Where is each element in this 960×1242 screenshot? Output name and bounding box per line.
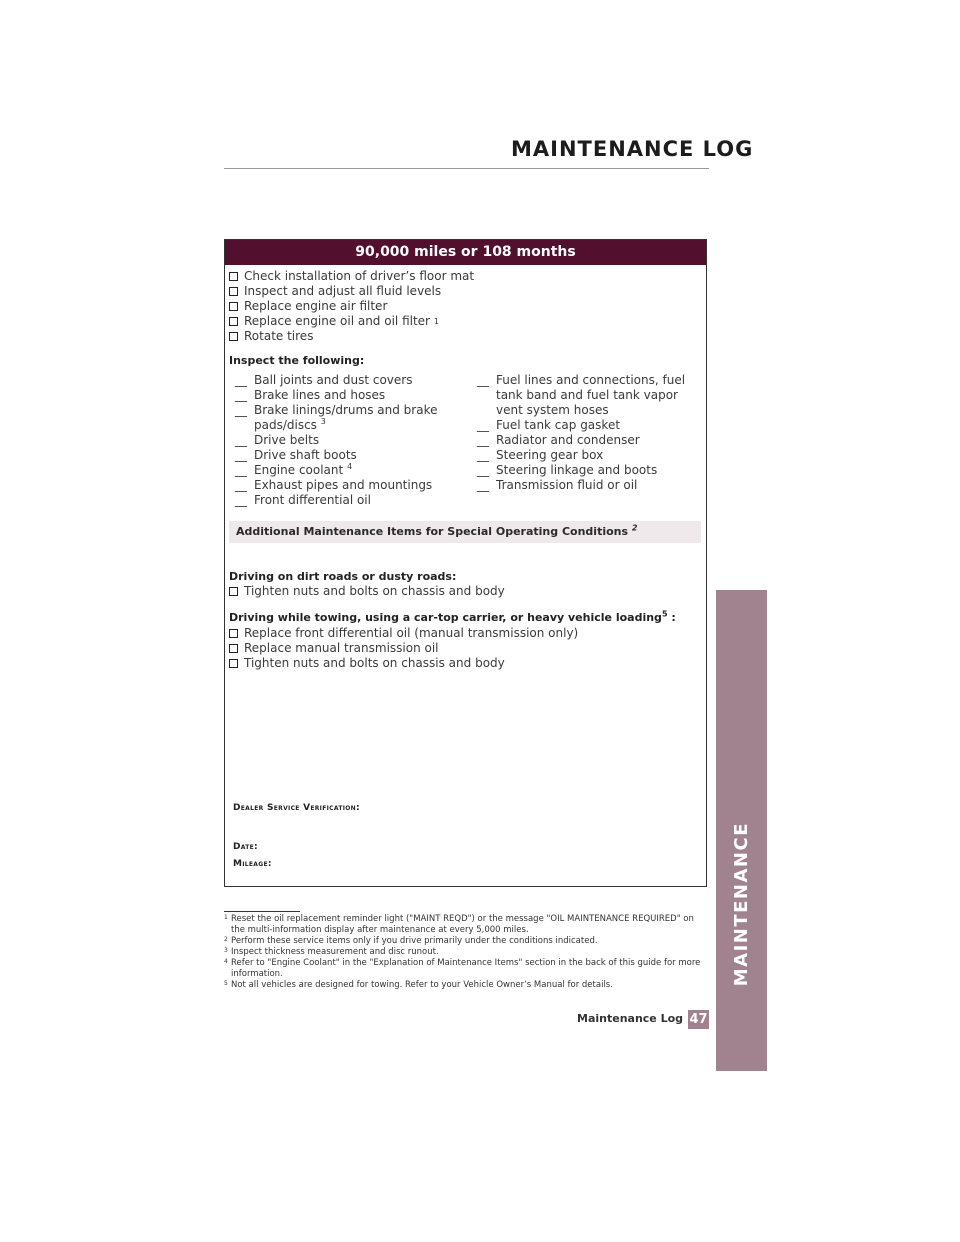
inspect-item: __ Transmission fluid or oil [477, 478, 638, 492]
dirt-roads-heading: Driving on dirt roads or dusty roads: [229, 570, 457, 583]
checkbox-icon[interactable] [229, 287, 238, 296]
inspect-item: __ Drive shaft boots [235, 448, 357, 462]
footnote: 4 Refer to "Engine Coolant" in the "Explanation of Maintenance Items" section in the back of this guide for more information. [224, 958, 701, 979]
footnote-ref: 2 [631, 523, 638, 533]
check-item[interactable]: Replace engine oil and oil filter 1 [229, 314, 474, 329]
towing-heading: Driving while towing, using a car-top carrier, or heavy vehicle loading$^5$ : [229, 609, 676, 624]
checkbox-icon[interactable] [229, 332, 238, 341]
footer-section-label: Maintenance Log [577, 1012, 684, 1025]
special-conditions-heading: Additional Maintenance Items for Special Operating Conditions $^2$ [229, 521, 701, 543]
maintenance-box [224, 239, 707, 887]
check-item-label: Rotate tires [244, 329, 314, 343]
check-item-label: Replace front differential oil (manual transmission only) [244, 626, 579, 640]
check-item[interactable] [229, 656, 578, 671]
check-item-label: Tighten nuts and bolts on chassis and body [244, 656, 505, 670]
check-item[interactable] [229, 329, 474, 344]
checkbox-icon[interactable] [229, 317, 238, 326]
interval-header: 90,000 miles or 108 months [225, 240, 706, 265]
inspect-item: __ Brake linings/drums and brake pads/discs $^3$ [235, 403, 438, 432]
inspect-item: __ Fuel lines and connections, fuel tank band and fuel tank vapor vent system hoses [477, 373, 686, 417]
footnote: 5 Not all vehicles are designed for towing. Refer to your Vehicle Owner’s Manual for details. [224, 980, 613, 990]
check-item[interactable] [229, 299, 474, 314]
inspect-item: __ Steering linkage and boots [477, 463, 658, 477]
check-item[interactable] [229, 641, 578, 656]
inspect-item: __ Ball joints and dust covers [235, 373, 413, 387]
dealer-verification-label: Dealer Service Verification: [233, 803, 360, 813]
footnote-ref: 4 [347, 462, 353, 471]
mileage-label: Mileage: [233, 859, 272, 869]
inspect-item: __ Brake lines and hoses [235, 388, 386, 402]
inspect-item: __ Fuel tank cap gasket [477, 418, 621, 432]
check-item[interactable] [229, 269, 474, 284]
footnote-ref: 5 [661, 609, 668, 619]
inspect-item: __ Radiator and condenser [477, 433, 640, 447]
inspect-list-left [235, 373, 460, 508]
footnote: 2 Perform these service items only if you drive primarily under the conditions indicated. [224, 936, 598, 946]
inspect-item: __ Drive belts [235, 433, 320, 447]
check-item[interactable] [229, 284, 474, 299]
checkbox-icon[interactable] [229, 659, 238, 668]
side-tab-label: MAINTENANCE [731, 822, 752, 987]
towing-checklist [229, 626, 578, 671]
page-number: 47 [689, 1012, 708, 1027]
footnote-ref: 3 [320, 417, 326, 426]
inspect-heading: Inspect the following: [229, 354, 365, 367]
footnote-divider [224, 911, 300, 912]
inspect-item: __ Exhaust pipes and mountings [235, 478, 433, 492]
check-item-label: Replace engine oil and oil filter [244, 314, 430, 328]
check-item-label: Replace engine air filter [244, 299, 388, 313]
checkbox-icon[interactable] [229, 272, 238, 281]
checkbox-icon[interactable] [229, 629, 238, 638]
footnote: 3 Inspect thickness measurement and disc runout. [224, 947, 439, 957]
inspect-item: __ Steering gear box [477, 448, 604, 462]
check-item-label: Check installation of driver’s floor mat [244, 269, 475, 283]
footnotes [224, 914, 704, 991]
page-title: MAINTENANCE LOG [511, 137, 754, 161]
dirt-roads-checklist [229, 584, 505, 599]
inspect-list-right [477, 373, 707, 493]
check-item[interactable] [229, 626, 578, 641]
inspect-item: __ Front differential oil [235, 493, 371, 507]
check-item-label: Replace manual transmission oil [244, 641, 439, 655]
checkbox-icon[interactable] [229, 587, 238, 596]
checkbox-icon[interactable] [229, 644, 238, 653]
check-item-label: Tighten nuts and bolts on chassis and body [244, 584, 505, 598]
service-checklist [229, 269, 474, 344]
checkbox-icon[interactable] [229, 302, 238, 311]
inspect-item: __ Engine coolant $^4$ [235, 462, 353, 477]
date-label: Date: [233, 842, 258, 852]
check-item-label: Inspect and adjust all fluid levels [244, 284, 442, 298]
title-divider [224, 168, 709, 169]
footnote: 1 Reset the oil replacement reminder light ("MAINT REQD") or the message "OIL MAINTENANCE REQUIRED" on the multi-information display after maintenance at every 5,000 miles. [224, 914, 694, 935]
check-item[interactable] [229, 584, 505, 599]
